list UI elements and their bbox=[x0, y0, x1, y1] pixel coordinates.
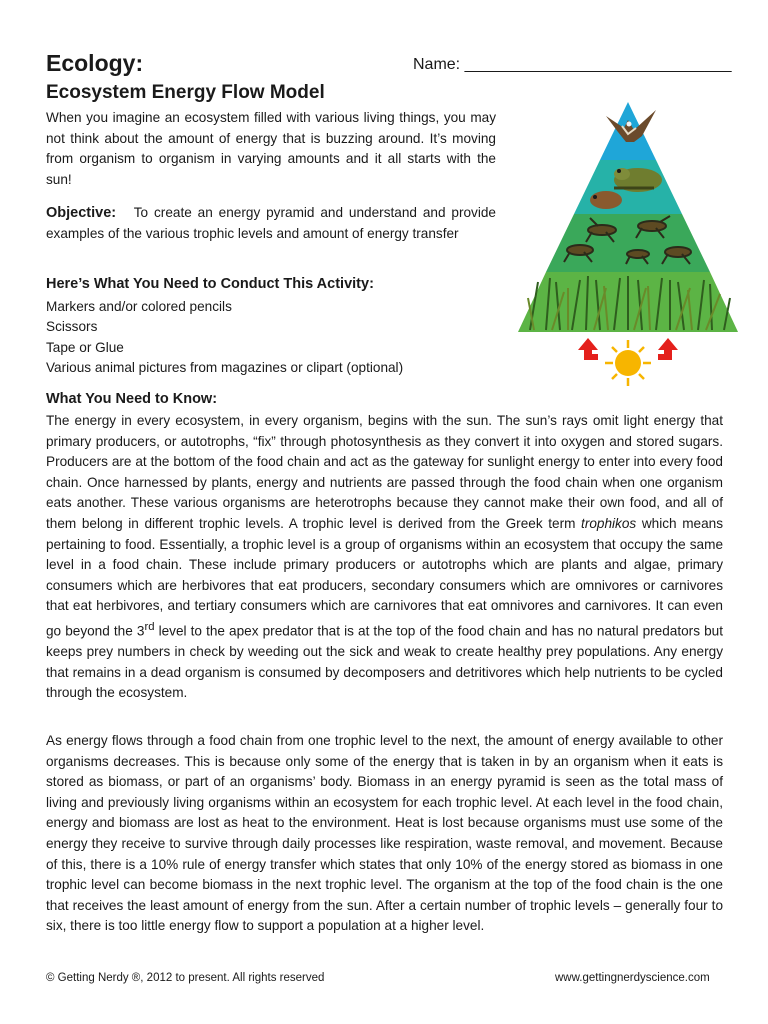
frog-icon bbox=[614, 168, 662, 192]
tier-primary-consumers bbox=[546, 214, 710, 272]
ordinal-suffix: rd bbox=[144, 620, 155, 633]
list-item: Various animal pictures from magazines or clipart (optional) bbox=[46, 360, 404, 376]
page-subtitle: Ecosystem Energy Flow Model bbox=[46, 82, 325, 103]
body-paragraph-1 bbox=[46, 411, 723, 704]
toad-icon bbox=[590, 191, 622, 209]
materials-heading: Here’s What You Need to Conduct This Activity: bbox=[46, 276, 374, 292]
footer-copyright: © Getting Nerdy ®, 2012 to present. All rights reserved bbox=[46, 972, 325, 984]
page-title: Ecology: bbox=[46, 50, 144, 76]
list-item: Markers and/or colored pencils bbox=[46, 299, 232, 314]
greek-term: trophikos bbox=[581, 515, 637, 531]
objective-text: To create an energy pyramid and understand and provide examples of the various trophic levels and amount of energy transfer bbox=[46, 205, 496, 241]
objective-paragraph bbox=[46, 203, 496, 244]
footer-website: www.gettingnerdyscience.com bbox=[555, 972, 710, 984]
name-field-label: Name: ______________________________ bbox=[413, 56, 732, 73]
sun-icon bbox=[605, 340, 651, 386]
list-item: Tape or Glue bbox=[46, 339, 124, 355]
intro-paragraph: When you imagine an ecosystem filled with various living things, you may not think about the amount of energy that is buzzing around. It’s moving from organism to organism in varying amounts and it all starts with the sun! bbox=[46, 110, 496, 187]
body-text: The energy in every ecosystem, in every organism, begins with the sun. The sun’s rays omit light energy that primary producers, or autotrophs, “fix” through photosynthesis as they convert it into oxygen and stored sugars. Producers are at the bottom of the food chain and act as the gateway for sunlight energy to enter into every food chain. Once harnessed by plants, energy and nutrients are passed through the food chain when one organism eats another. These various organisms are heterotrophs because they cannot make their own food, and all of them belong in different trophic levels. A trophic level is derived from the Greek term bbox=[46, 413, 723, 531]
materials-list bbox=[46, 297, 403, 379]
know-heading: What You Need to Know: bbox=[46, 391, 218, 407]
body-paragraph-2: As energy flows through a food chain from one trophic level to the next, the amount of energy available to other organisms decreases. This is because only some of the energy that is taken in by an organism when it eats is stored as biomass, or part of an organisms’ body. Biomass in an energy pyramid is seen as the total mass of living and previously living organisms within an ecosystem for each trophic level. At each level in the food chain, energy and biomass are lost as heat to the environment. Heat is lost because organisms must use some of the energy they receive to survive through daily processes like respiration, waste removal, and movement. Because of this, there is a 10% rule of energy transfer which states that only 10% of the energy stored as biomass in one trophic level can become biomass in the next trophic level. The organism at the top of the food chain is the one that receives the least amount of energy from the sun. After a certain number of trophic levels – generally four to six, there is too little energy flow to support a population at a higher level. bbox=[46, 733, 723, 934]
energy-pyramid-illustration bbox=[510, 102, 746, 392]
body-text: which means pertaining to food. Essentially, a trophic level is a group of organisms within an ecosystem that occupy the same level in a food chain. These include primary producers or autotrophs which are plants and algae, primary consumers which are herbivores that eat producers, secondary consumers which are omnivores or carnivores that eat herbivores, and tertiary consumers which are carnivores that eat omnivores and carnivores. It can even go beyond the 3 bbox=[46, 515, 724, 639]
list-item: Scissors bbox=[46, 319, 98, 335]
arrow-left-icon bbox=[578, 338, 598, 360]
objective-label: Objective: bbox=[46, 205, 117, 221]
body-text: level to the apex predator that is at the top of the food chain and has no natural predators but keeps prey numbers in check by weeding out the sick and weak to create healthy prey populations. Any energy that remains in a dead organism is consumed by decomposers and detritivores which help nutrients to be cycled through the ecosystem. bbox=[46, 623, 723, 701]
arrow-right-icon bbox=[658, 338, 678, 360]
